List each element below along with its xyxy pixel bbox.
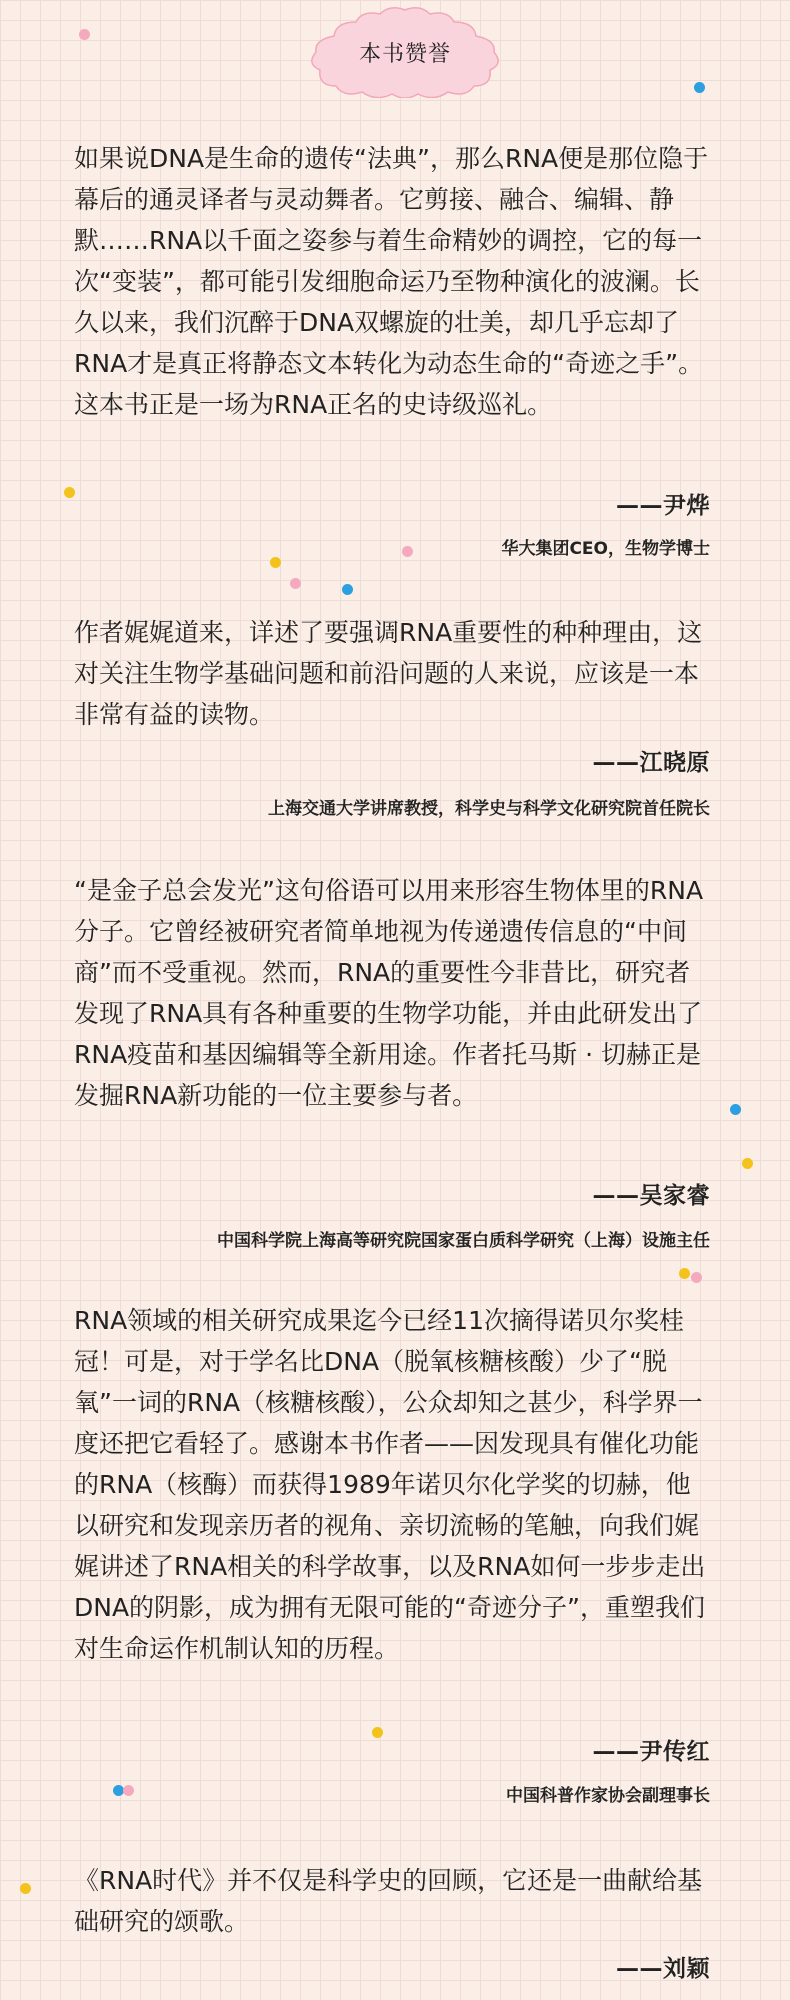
- title-badge: [298, 6, 512, 98]
- decor-dot: [402, 546, 413, 557]
- decor-dot: [123, 1785, 134, 1796]
- decor-dot: [270, 557, 281, 568]
- decor-dot: [79, 29, 90, 40]
- decor-dot: [691, 1272, 702, 1283]
- decor-dot: [342, 584, 353, 595]
- endorsement-author: ——尹传红: [592, 1739, 710, 1765]
- endorsement-quote: 作者娓娓道来，详述了要强调RNA重要性的种种理由，这对关注生物学基础问题和前沿问题的人来说，应该是一本非常有益的读物。: [74, 618, 703, 729]
- endorsement-author: ——江晓原: [592, 750, 710, 776]
- endorsement-affiliation: 中国科普作家协会副理事长: [506, 1786, 710, 1806]
- decor-dot: [64, 487, 75, 498]
- decor-dot: [290, 578, 301, 589]
- decor-dot: [20, 1883, 31, 1894]
- endorsement-author: ——吴家睿: [592, 1183, 710, 1209]
- endorsement-author: ——刘颖: [616, 1956, 710, 1982]
- endorsement-quote: RNA领域的相关研究成果迄今已经11次摘得诺贝尔奖桂冠！可是，对于学名比DNA（脱氧核糖核酸）少了“脱氧”一词的RNA（核糖核酸），公众却知之甚少，科学界一度还把它看轻了。感谢本书作者——因发现具有催化功能的RNA（核酶）而获得1989年诺贝尔化学奖的切赫，他以研究和发现亲历者的视角、亲切流畅的笔触，向我们娓娓讲述了RNA相关的科学故事，以及RNA如何一步步走出DNA的阴影，成为拥有无限可能的“奇迹分子”，重塑我们对生命运作机制认知的历程。: [74, 1306, 706, 1663]
- endorsement-affiliation: 中国科学院上海高等研究院国家蛋白质科学研究（上海）设施主任: [217, 1231, 710, 1251]
- endorsement-quote: “是金子总会发光”这句俗语可以用来形容生物体里的RNA分子。它曾经被研究者简单地视为传递遗传信息的“中间商”而不受重视。然而，RNA的重要性今非昔比，研究者发现了RNA具有各种重要的生物学功能，并由此研发出了RNA疫苗和基因编辑等全新用途。作者托马斯 · 切赫正是发掘RNA新功能的一位主要参与者。: [74, 876, 704, 1110]
- endorsement-affiliation: 华大集团CEO，生物学博士: [501, 539, 710, 559]
- decor-dot: [730, 1104, 741, 1115]
- decor-dot: [742, 1158, 753, 1169]
- endorsement-affiliation: 上海交通大学讲席教授，科学史与科学文化研究院首任院长: [268, 799, 710, 819]
- decor-dot: [679, 1268, 690, 1279]
- decor-dot: [694, 82, 705, 93]
- endorsement-author: ——尹烨: [616, 493, 710, 519]
- decor-dot: [372, 1727, 383, 1738]
- endorsement-quote: 《RNA时代》并不仅是科学史的回顾，它还是一曲献给基础研究的颂歌。: [74, 1866, 703, 1936]
- endorsement-quote: 如果说DNA是生命的遗传“法典”，那么RNA便是那位隐于幕后的通灵译者与灵动舞者。它剪接、融合、编辑、静默……RNA以千面之姿参与着生命精妙的调控，它的每一次“变装”，都可能引发细胞命运乃至物种演化的波澜。长久以来，我们沉醉于DNA双螺旋的壮美，却几乎忘却了RNA才是真正将静态文本转化为动态生命的“奇迹之手”。这本书正是一场为RNA正名的史诗级巡礼。: [74, 144, 709, 419]
- section-title: 本书赞誉: [358, 41, 451, 67]
